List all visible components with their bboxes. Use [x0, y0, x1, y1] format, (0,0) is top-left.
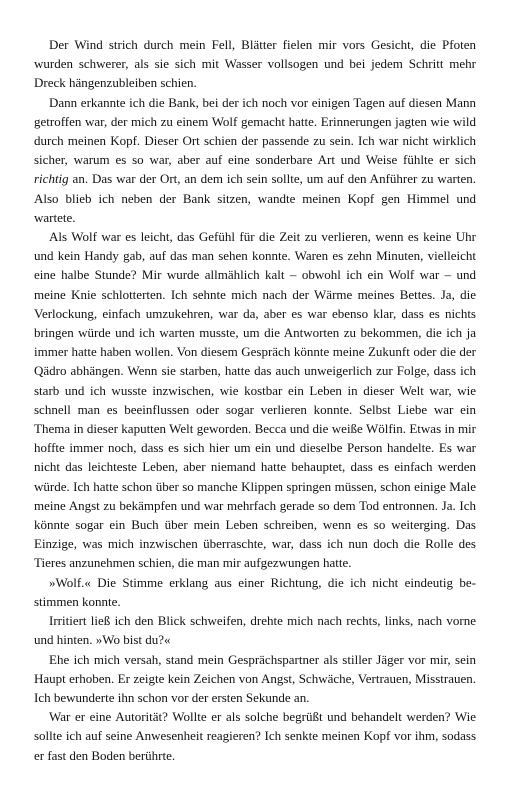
paragraph-2-emphasis: richtig — [34, 171, 69, 187]
paragraph-7 — [34, 707, 476, 765]
paragraph-2-text-after: an. Das war der Ort, an dem ich sein sollte, um auf den Anführer zu warten. Also blieb ich neben der Bank sitzen, wandte meinen Kopf gen Himmel und wartete. — [34, 171, 476, 225]
paragraph-1 — [34, 35, 476, 93]
paragraph-6 — [34, 650, 476, 708]
paragraph-7-text: War er eine Autorität? Wollte er als solche begrüßt und behandelt werden? Wie sollte ich auf seine Anwesenheit reagieren? Ich senkte meinen Kopf vor ihm, sodass er fast den Boden berührte. — [34, 709, 476, 763]
paragraph-5-text: Irritiert ließ ich den Blick schweifen, drehte mich nach rechts, links, nach vorne und hinten. »Wo bist du?« — [34, 613, 476, 648]
paragraph-3 — [34, 227, 476, 573]
paragraph-1-text: Der Wind strich durch mein Fell, Blätter fielen mir vors Gesicht, die Pfoten wurden schwerer, als sie sich mit Wasser vollsogen und bei jedem Schritt mehr Dreck hängenzubleiben schien. — [34, 37, 476, 91]
paragraph-5 — [34, 611, 476, 649]
body-text — [34, 35, 476, 765]
paragraph-3-text: Als Wolf war es leicht, das Gefühl für die Zeit zu verlieren, wenn es keine Uhr und kein Handy gab, auf das man sehen konnte. Waren es zehn Minuten, vielleicht eine halbe Stunde? Mir wurde allmählich kalt – obwohl ich ein Wolf war – und meine Knie schlotterten. Ich sehnte mich nach der Wärme meines Bettes. Ja, die Verlockung, einfach umzukehren, war da, aber es war ebenso klar, dass es nichts bringen würde und ich warten musste, um die Antworten zu bekommen, die ich ja immer hatte haben wollen. Von diesem Gespräch könnte meine Zukunft oder die der Qädro abhängen. Wenn sie starben, hatte das auch unweigerlich zur Folge, dass ich starb und ich wusste inzwischen, wie kostbar ein Leben in dieser Welt war, wie schnell man es beeinflussen oder sogar verlieren konnte. Selbst Liebe war ein Thema in dieser kaputten Welt geworden. Becca und die weiße Wölfin. Etwas in mir hoffte immer noch, dass es sich hier um ein und dieselbe Person handelte. Es war nicht das leichteste Leben, aber niemand hatte behauptet, dass es einfach werden würde. Ich hatte schon über so manche Klippen springen müssen, schon einige Male meine Angst zu bekämpfen und war mehrfach gerade so dem Tod entronnen. Ja. Ich könnte sogar ein Buch über mein Leben schreiben, wenn es so weiterging. Das Einzige, was mich inzwischen überraschte, war, dass ich nun doch die Rolle des Tieres anzunehmen schien, die man mir aufgezwungen hatte. — [34, 229, 476, 571]
paragraph-4-text: »Wolf.« Die Stimme erklang aus einer Richtung, die ich nicht eindeutig bestimmen konnte. — [34, 574, 476, 609]
paragraph-2-text: Dann erkannte ich die Bank, bei der ich noch vor einigen Tagen auf diesen Mann getroffen war, der mich zu einem Wolf gemacht hatte. Erinnerungen jagten wie wild durch meinen Kopf. Dieser Ort schien der passende zu sein. Ich war nicht wirklich sicher, warum es so war, aber auf eine sonderbare Art und Weise fühlte er sich — [34, 94, 476, 168]
paragraph-2 — [34, 93, 476, 227]
paragraph-4 — [34, 573, 476, 611]
paragraph-6-text: Ehe ich mich versah, stand mein Gesprächspartner als stiller Jäger vor mir, sein Haupt erhoben. Er zeigte kein Zeichen von Angst, Schwäche, Vertrauen, Misstrauen. Ich bewunderte ihn schon vor der ersten Sekunde an. — [34, 651, 476, 705]
